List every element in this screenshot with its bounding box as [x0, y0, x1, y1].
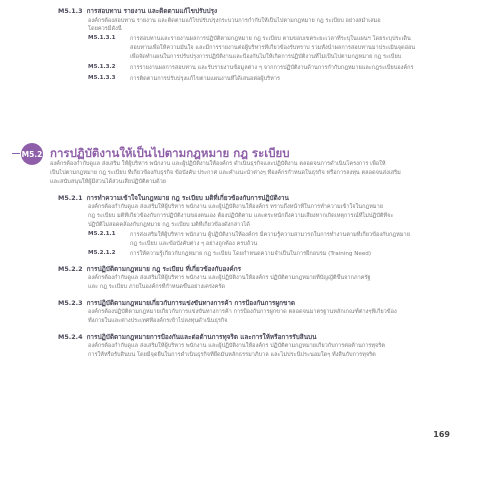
body-text: และสนับสนุนให้ผู้มีส่วนได้ส่วนเสียปฏิบัติตามด้วย	[50, 179, 167, 185]
section-heading-m524	[58, 332, 317, 342]
body-text: โดยควรมีดังนี้	[88, 26, 122, 32]
body-text: เป็นไปตามกฎหมาย กฎ ระเบียบ ที่เกี่ยวข้องกับธุรกิจ ข้อบังคับ ประกาศ และคำแนะนำต่างๆ ที่องค์กรกำหนดในธุรกิจ หรือการลงทุน ตลอดจนส่งเสริม	[50, 170, 401, 176]
body-text: การรายงานผลการสอบทาน และรับรายงานข้อมูลต่าง ๆ จากการปฏิบัติงานด้านการกำกับกฎหมายและกฎระเบียบองค์กร	[130, 65, 414, 71]
section-title: การทำความเข้าใจในกฎหมาย กฎ ระเบียบ มติที่เกี่ยวข้องกับการปฏิบัติงาน	[86, 194, 289, 202]
body-text: องค์กรต้องสอบทาน รายงาน และติดตามแก้ไขปรับปรุงกระบวนการกำกับให้เป็นไปตามกฎหมาย กฎ ระเบียบ อย่างสม่ำเสมอ	[88, 18, 381, 24]
section-title: การปฏิบัติตามกฎหมายเกี่ยวกับการแข่งขันทางการค้า การป้องกันการผูกขาด	[86, 299, 296, 307]
section-rule	[12, 153, 20, 154]
section-heading-m521	[58, 193, 289, 203]
section-number: M5.2.2	[58, 265, 83, 273]
body-text: องค์กรต้องกำกับดูแล ส่งเสริมให้ผู้บริหาร พนักงาน และผู้ปฏิบัติงานให้องค์กร ปฏิบัติตามกฎหมายเกี่ยวกับการต่อต้านการทุจริต	[88, 343, 385, 349]
body-text: องค์กรต้องกำกับดูแล ส่งเสริม ให้ผู้บริหาร พนักงาน และผู้ปฏิบัติงานให้องค์กร ดำเนินธุรกิจและปฏิบัติงาน ตลอดจนการดำเนินโครงการ เพื่อให้	[50, 161, 386, 167]
body-text: การให้หรือรับสินบน โดยมีจุดยืนในการดำเนินธุรกิจที่ยึดมั่นหลักธรรมาภิบาล และไม่ประนีประนอมใดๆ ทั้งสิ้นกับการทุจริต	[88, 352, 376, 358]
subitem-number: M5.1.3.3	[88, 75, 116, 81]
body-text: การส่งเสริมให้ผู้บริหาร พนักงาน ผู้ปฏิบัติงานให้องค์กร มีความรู้ความสามารถในการทำงานตามที่เกี่ยวข้องกับกฎหมาย	[130, 232, 410, 238]
section-title: การปฏิบัติตามกฎหมาย กฎ ระเบียบ ที่เกี่ยวข้องกับองค์กร	[86, 265, 242, 273]
body-text: ปฏิบัติไม่สอดคล้องกับกฎหมาย กฎ ระเบียบ มติที่เกี่ยวข้องดังกล่าวได้	[88, 222, 250, 228]
section-heading-m522	[58, 264, 241, 274]
section-number: M5.2.1	[58, 194, 83, 202]
section-title: การสอบทาน รายงาน และติดตามแก้ไขปรับปรุง	[86, 7, 218, 15]
section-title-m52: การปฏิบัติงานให้เป็นไปตามกฎหมาย กฎ ระเบียบ	[50, 146, 290, 160]
body-text: กฎ ระเบียบ และข้อบังคับต่าง ๆ อย่างถูกต้อง ครบถ้วน	[130, 241, 258, 247]
body-text: และ กฎ ระเบียบ ภายในองค์กรที่กำหนดขึ้นอย่างเคร่งครัด	[88, 284, 225, 290]
section-number: M5.2.4	[58, 333, 83, 341]
body-text: การติดตามการปรับปรุงแก้ไขตามแผนงานที่ได้เสนอต่อผู้บริหาร	[130, 76, 280, 82]
page-number: 169	[433, 430, 450, 439]
section-badge: M5.2	[21, 143, 43, 165]
body-text: ทั้งภายในและต่างประเทศที่องค์กรเข้าไปลงทุนดำเนินธุรกิจ	[88, 318, 228, 324]
subitem-number: M5.1.3.1	[88, 35, 116, 41]
subitem-number: M5.2.1.2	[88, 250, 116, 256]
section-heading-m513	[58, 6, 217, 16]
section-number: M5.2.3	[58, 299, 83, 307]
section-heading-m523	[58, 298, 295, 308]
body-text: องค์กรต้องปฏิบัติตามกฎหมายเกี่ยวกับการแข่งขันทางการค้า การป้องกันการผูกขาด ตลอดจนมาตรฐานหลักเกณฑ์ต่างๆที่เกี่ยวข้อง	[88, 309, 397, 315]
body-text: การให้ความรู้เกี่ยวกับกฎหมาย กฎ ระเบียบ โดยกำหนดความจำเป็นในการฝึกอบรม (Training Need)	[130, 251, 372, 257]
body-text: องค์กรต้องกำกับดูแล ส่งเสริมให้ผู้บริหาร พนักงาน และผู้ปฏิบัติงานให้องค์กร ทราบถึงหน้าที่ในการทำความเข้าใจในกฎหมาย	[88, 204, 384, 210]
body-text: สอบทานเพื่อให้ความมั่นใจ และมีการรายงานต่อผู้บริหารที่เกี่ยวข้องรับทราบ รวมทั้งนำผลการสอบทานมาประเมินจุดอ่อน	[130, 45, 416, 51]
section-title: การปฏิบัติตามกฎหมายการป้องกันและต่อต้านการทุจริต และการให้หรือการรับสินบน	[86, 333, 317, 341]
body-text: องค์กรต้องกำกับดูแล ส่งเสริมให้ผู้บริหาร พนักงาน และผู้ปฏิบัติงานให้องค์กร ปฏิบัติตามกฎหมายที่บัญญัติขึ้นจากภาครัฐ	[88, 275, 371, 281]
subitem-number: M5.1.3.2	[88, 64, 116, 70]
body-text: เพื่อจัดทำแผนในการปรับปรุงการปฏิบัติงานและป้องกันไม่ให้เกิดการปฏิบัติงานที่ไม่เป็นไปตามกฎหมาย กฎ ระเบียบ	[130, 54, 402, 60]
section-number: M5.1.3	[58, 7, 83, 15]
subitem-number: M5.2.1.1	[88, 231, 116, 237]
body-text: กฎ ระเบียบ มติที่เกี่ยวข้องกับการปฏิบัติงานของตนเอง ต้องปฏิบัติตาม และตระหนักถึงความเสี่ยงหากเกิดเหตุการณ์ที่ไม่ปฏิบัติที่จะ	[88, 213, 394, 219]
body-text: การสอบทานและรายงานผลการปฏิบัติตามกฎหมาย กฎ ระเบียบ ตามขอบเขตระยะเวลาที่ระบุในแผนฯ โดยระบุประเด็น	[130, 36, 411, 42]
